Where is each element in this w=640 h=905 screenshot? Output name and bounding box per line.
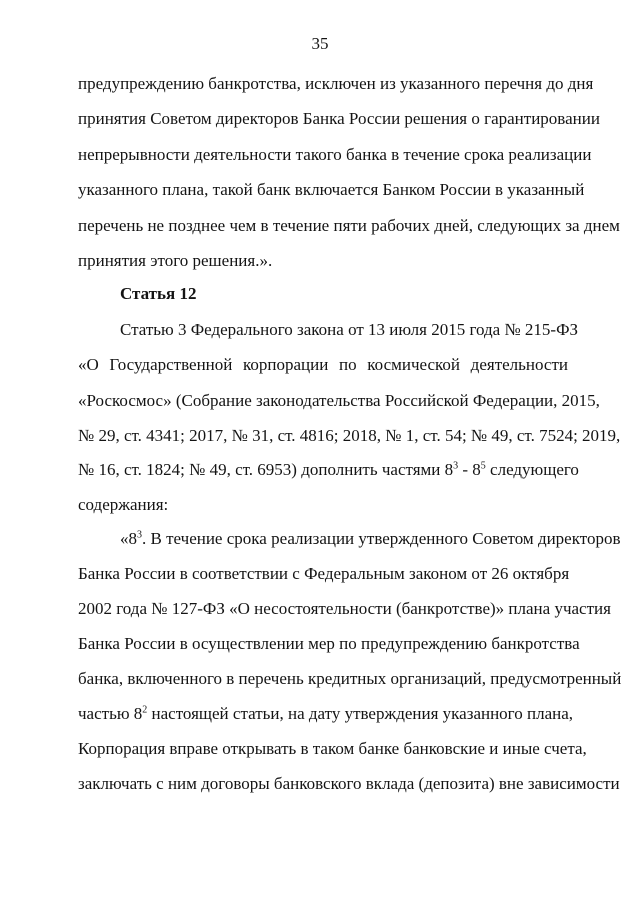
text-fragment: - 8 bbox=[458, 460, 481, 479]
text-fragment: № 16, ст. 1824; № 49, ст. 6953) дополнить частями 8 bbox=[78, 460, 454, 479]
text-fragment: частью 8 bbox=[78, 704, 143, 723]
text-line: принятия Советом директоров Банка России решения о гарантировании bbox=[78, 109, 600, 128]
text-fragment: . В течение срока реализации утвержденного Советом директоров bbox=[142, 529, 621, 548]
text-line: Банка России в соответствии с Федеральным законом от 26 октября bbox=[78, 564, 570, 583]
text-line: «О Государственной корпорации по космической деятельности bbox=[78, 355, 568, 374]
text-line: № 29, ст. 4341; 2017, № 31, ст. 4816; 2018, № 1, ст. 54; № 49, ст. 7524; 2019, bbox=[78, 426, 621, 445]
superscript: 3 bbox=[453, 460, 459, 472]
text-line: предупреждению банкротства, исключен из указанного перечня до дня bbox=[78, 74, 594, 93]
text-line: Корпорация вправе открывать в таком банке банковские и иные счета, bbox=[78, 739, 587, 758]
text-line: Банка России в осуществлении мер по предупреждению банкротства bbox=[78, 634, 580, 653]
text-line bbox=[78, 460, 579, 480]
text-line: 2002 года № 127-ФЗ «О несостоятельности (банкротстве)» плана участия bbox=[78, 599, 611, 618]
text-fragment: «8 bbox=[120, 529, 137, 548]
text-line: указанного плана, такой банк включается Банком России в указанный bbox=[78, 180, 585, 199]
article-heading: Статья 12 bbox=[120, 284, 197, 303]
text-line bbox=[78, 704, 574, 724]
text-line bbox=[120, 529, 621, 549]
text-line: Статью 3 Федерального закона от 13 июля 2015 года № 215-ФЗ bbox=[120, 320, 579, 339]
superscript: 3 bbox=[137, 529, 142, 541]
text-line: заключать с ним договоры банковского вклада (депозита) вне зависимости bbox=[78, 774, 620, 793]
superscript: 2 bbox=[142, 704, 148, 716]
text-line: содержания: bbox=[78, 495, 169, 514]
text-fragment: настоящей статьи, на дату утверждения указанного плана, bbox=[147, 704, 574, 723]
text-line: принятия этого решения.». bbox=[78, 251, 273, 270]
text-fragment: следующего bbox=[485, 460, 579, 479]
text-line: «Роскосмос» (Собрание законодательства Российской Федерации, 2015, bbox=[78, 391, 600, 410]
text-line: непрерывности деятельности такого банка в течение срока реализации bbox=[78, 145, 592, 164]
superscript: 5 bbox=[480, 460, 486, 472]
text-line: перечень не позднее чем в течение пяти рабочих дней, следующих за днем bbox=[78, 216, 620, 235]
text-line: банка, включенного в перечень кредитных организаций, предусмотренный bbox=[78, 669, 622, 688]
page-number: 35 bbox=[311, 34, 329, 53]
